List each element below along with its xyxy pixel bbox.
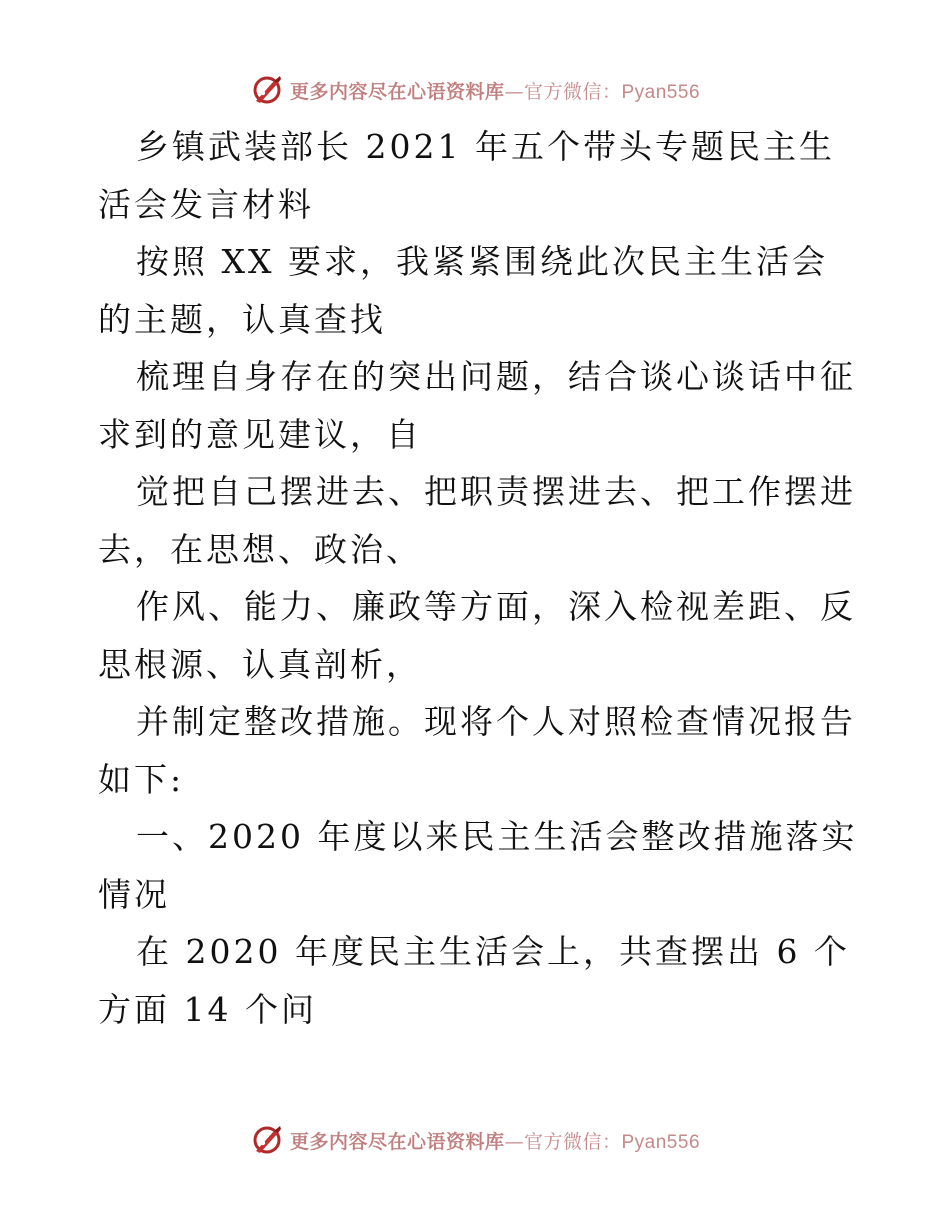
paragraph: 按照 XX 要求，我紧紧围绕此次民主生活会的主题，认真查找 bbox=[98, 242, 828, 339]
paragraph: 作风、能力、廉政等方面，深入检视差距、反思根源、认真剖析， bbox=[98, 587, 856, 684]
banner-wechat-label: 官方微信： bbox=[523, 80, 622, 103]
paragraph: 在 2020 年度民主生活会上，共查摆出 6 个方面 14 个问 bbox=[98, 932, 850, 1029]
banner-text bbox=[290, 1127, 700, 1154]
header-banner bbox=[0, 70, 950, 110]
paragraph: 觉把自己摆进去、把职责摆进去、把工作摆进去，在思想、政治、 bbox=[98, 472, 856, 569]
banner-text bbox=[290, 77, 700, 104]
section-heading: 一、2020 年度以来民主生活会整改措施落实情况 bbox=[98, 817, 858, 914]
footer-banner bbox=[0, 1120, 950, 1160]
quill-pen-logo-icon bbox=[250, 73, 284, 107]
banner-dash: — bbox=[504, 80, 524, 103]
quill-pen-logo-icon bbox=[250, 1123, 284, 1157]
paragraph: 并制定整改措施。现将个人对照检查情况报告如下: bbox=[98, 702, 856, 799]
banner-dash: — bbox=[504, 1130, 524, 1153]
document-body bbox=[98, 118, 858, 1038]
banner-site-text: 更多内容尽在心语资料库 bbox=[289, 1130, 505, 1153]
banner-wechat-id: Pyan556 bbox=[621, 81, 701, 103]
banner-wechat-id: Pyan556 bbox=[621, 1131, 701, 1153]
banner-site-text: 更多内容尽在心语资料库 bbox=[289, 80, 505, 103]
paragraph: 梳理自身存在的突出问题，结合谈心谈话中征求到的意见建议，自 bbox=[98, 357, 856, 454]
banner-wechat-label: 官方微信： bbox=[523, 1130, 622, 1153]
document-title: 乡镇武装部长 2021 年五个带头专题民主生活会发言材料 bbox=[98, 127, 835, 224]
